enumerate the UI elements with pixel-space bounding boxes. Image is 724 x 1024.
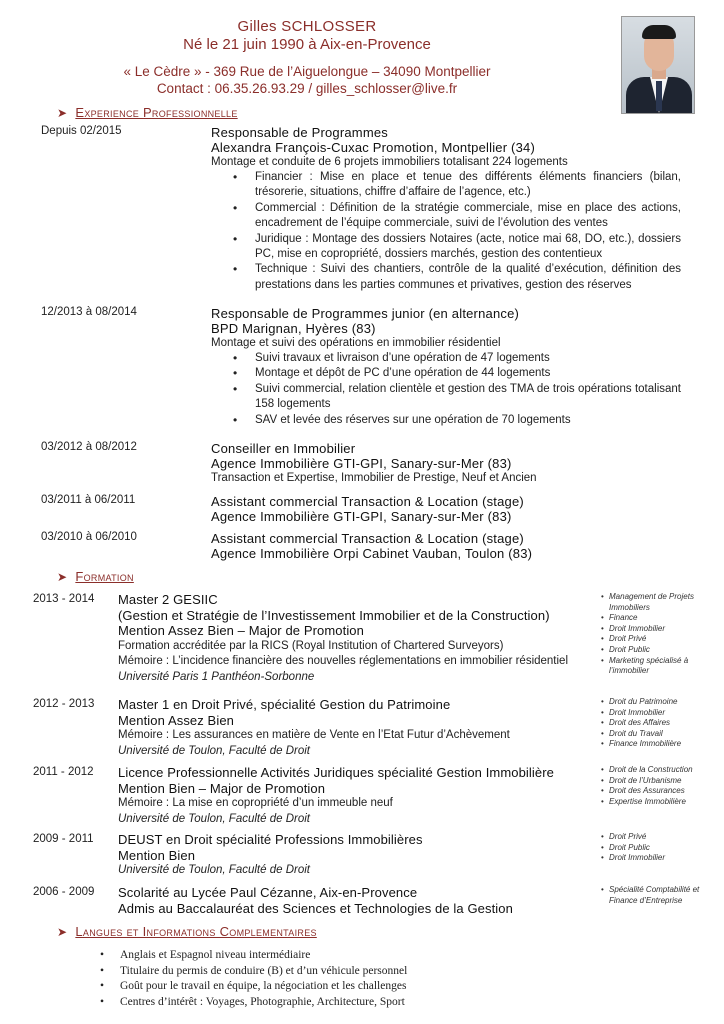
- contact-info: Contact : 06.35.26.93.29 / gilles_schlosser@live.fr: [156, 81, 458, 96]
- section-formation: [57, 569, 134, 584]
- photo-hair: [642, 25, 676, 39]
- formation-title: Scolarité au Lycée Paul Cézanne, Aix-en-Provence: [118, 885, 418, 900]
- experience-title: Responsable de Programmes junior (en alternance): [211, 306, 520, 321]
- formation-title: Licence Professionnelle Activités Juridiques spécialité Gestion Immobilière: [118, 765, 554, 780]
- experience-company: BPD Marignan, Hyères (83): [211, 321, 376, 336]
- formation-date: 2006 - 2009: [33, 886, 95, 898]
- arrowhead-icon: ➤: [57, 106, 68, 120]
- experience-date: 03/2010 à 06/2010: [41, 531, 137, 543]
- photo-tie: [656, 81, 662, 111]
- subject-item: • Droit Privé: [601, 832, 713, 843]
- formation-memoire: Mémoire : Les assurances en matière de Vente en l’Etat Futur d’Achèvement: [118, 729, 510, 741]
- formation-date: 2009 - 2011: [33, 833, 94, 845]
- subject-item: • Droit Public: [601, 843, 713, 854]
- languages-list: [100, 948, 407, 1010]
- formation-diploma: Admis au Baccalauréat des Sciences et Technologies de la Gestion: [118, 900, 513, 916]
- cv-header: [0, 18, 614, 97]
- formation-university: Université Paris 1 Panthéon-Sorbonne: [118, 670, 315, 683]
- bullet-item: • Montage et dépôt de PC d’une opération de 44 logements: [255, 366, 681, 381]
- experience-company: Agence Immobilière Orpi Cabinet Vauban, Toulon (83): [211, 546, 533, 561]
- formation-memoire: Mémoire : La mise en copropriété d’un immeuble neuf: [118, 797, 393, 809]
- bullet-item: • SAV et levée des réserves sur une opération de 70 logements: [255, 413, 681, 428]
- experience-desc: Montage et suivi des opérations en immobilier résidentiel: [211, 337, 501, 349]
- experience-company: Agence Immobilière GTI-GPI, Sanary-sur-Mer (83): [211, 509, 512, 524]
- experience-company: Agence Immobilière GTI-GPI, Sanary-sur-Mer (83): [211, 456, 512, 471]
- formation-title: Master 2 GESIIC: [118, 592, 218, 607]
- experience-title: Responsable de Programmes: [211, 125, 388, 140]
- experience-bullets: [211, 170, 681, 293]
- section-experience: [57, 105, 238, 120]
- formation-desc: Formation accréditée par la RICS (Royal Institution of Chartered Surveyors): [118, 639, 504, 652]
- formation-mention: Mention Assez Bien: [118, 712, 234, 728]
- formation-mention: Mention Bien: [118, 847, 196, 863]
- bullet-item: • Commercial : Définition de la stratégie commerciale, mise en place des actions, encadrement de l’équipe commerciale, suivi de l’évolution des ventes: [255, 201, 681, 232]
- experience-title: Assistant commercial Transaction & Location (stage): [211, 494, 524, 509]
- subject-item: • Droit du Travail: [601, 729, 713, 740]
- experience-title: Assistant commercial Transaction & Location (stage): [211, 531, 524, 546]
- subject-item: • Droit du Patrimoine: [601, 697, 713, 708]
- bullet-item: • Juridique : Montage des dossiers Notaires (acte, notice mai 68, DO, etc.), dossiers PC, mise en copropriété, dossiers marchés, gestion des contentieux: [255, 232, 681, 263]
- formation-university: Université de Toulon, Faculté de Droit: [118, 744, 310, 757]
- subject-item: • Droit de la Construction: [601, 765, 713, 776]
- experience-bullets: [211, 351, 681, 428]
- subject-item: • Marketing spécialisé à l’immobilier: [601, 656, 713, 677]
- subject-item: • Droit de l’Urbanisme: [601, 776, 713, 787]
- formation-title: Master 1 en Droit Privé, spécialité Gestion du Patrimoine: [118, 697, 451, 712]
- formation-memoire: Mémoire : L’incidence financière des nouvelles réglementations en immobilier résidentiel: [118, 655, 569, 667]
- subject-item: • Droit Privé: [601, 634, 713, 645]
- experience-company: Alexandra François-Cuxac Promotion, Montpellier (34): [211, 140, 535, 155]
- subject-item: • Management de Projets Immobiliers: [601, 592, 713, 613]
- info-item: • Goût pour le travail en équipe, la négociation et les challenges: [100, 979, 407, 995]
- formation-subjects: [601, 885, 713, 906]
- section-title: Experience Professionnelle: [75, 105, 238, 120]
- formation-subjects: [601, 832, 713, 864]
- formation-mention: Mention Bien – Major de Promotion: [118, 780, 326, 796]
- info-item: • Titulaire du permis de conduire (B) et d’un véhicule personnel: [100, 964, 407, 980]
- formation-date: 2011 - 2012: [33, 766, 94, 778]
- formation-title: DEUST en Droit spécialité Professions Immobilières: [118, 832, 423, 847]
- section-langues: [57, 924, 317, 939]
- bullet-item: • Suivi commercial, relation clientèle et gestion des TMA de trois opérations totalisant 158 logements: [255, 382, 681, 413]
- section-title: Formation: [75, 569, 134, 584]
- formation-university: Université de Toulon, Faculté de Droit: [118, 864, 310, 876]
- subject-item: • Droit Immobilier: [601, 853, 713, 864]
- arrowhead-icon: ➤: [57, 570, 68, 584]
- arrowhead-icon: ➤: [57, 925, 68, 939]
- experience-date: Depuis 02/2015: [41, 125, 122, 137]
- info-item: • Centres d’intérêt : Voyages, Photographie, Architecture, Sport: [100, 995, 407, 1011]
- experience-desc: Transaction et Expertise, Immobilier de Prestige, Neuf et Ancien: [211, 472, 537, 484]
- subject-item: • Spécialité Comptabilité et Finance d’Entreprise: [601, 885, 713, 906]
- formation-date: 2012 - 2013: [33, 698, 95, 710]
- experience-date: 03/2012 à 08/2012: [41, 441, 137, 453]
- candidate-name: Gilles SCHLOSSER: [237, 18, 377, 35]
- portrait-photo: [621, 16, 695, 114]
- subject-item: • Droit des Assurances: [601, 786, 713, 797]
- subject-item: • Droit Immobilier: [601, 708, 713, 719]
- birth-info: Né le 21 juin 1990 à Aix-en-Provence: [183, 36, 431, 53]
- postal-address: « Le Cèdre » - 369 Rue de l’Aiguelongue – 34090 Montpellier: [123, 64, 491, 79]
- experience-date: 12/2013 à 08/2014: [41, 306, 137, 318]
- formation-subjects: [601, 697, 713, 750]
- subject-item: • Finance: [601, 613, 713, 624]
- section-title: Langues et Informations Complementaires: [75, 924, 317, 939]
- experience-desc: Montage et conduite de 6 projets immobiliers totalisant 224 logements: [211, 156, 568, 168]
- formation-mention: Mention Assez Bien – Major de Promotion: [118, 623, 364, 638]
- experience-date: 03/2011 à 06/2011: [41, 494, 136, 506]
- bullet-item: • Suivi travaux et livraison d’une opération de 47 logements: [255, 351, 681, 366]
- subject-item: • Droit Immobilier: [601, 624, 713, 635]
- formation-subjects: [601, 592, 713, 677]
- info-item: • Anglais et Espagnol niveau intermédiaire: [100, 948, 407, 964]
- experience-title: Conseiller en Immobilier: [211, 441, 356, 456]
- bullet-item: • Technique : Suivi des chantiers, contrôle de la qualité d’exécution, définition des prestations dans les parties communes et privatives, gestion des réserves: [255, 262, 681, 293]
- subject-item: • Expertise Immobilière: [601, 797, 713, 808]
- subject-item: • Droit des Affaires: [601, 718, 713, 729]
- formation-date: 2013 - 2014: [33, 593, 95, 605]
- formation-subjects: [601, 765, 713, 807]
- subject-item: • Finance Immobilière: [601, 739, 713, 750]
- subject-item: • Droit Public: [601, 645, 713, 656]
- formation-university: Université de Toulon, Faculté de Droit: [118, 812, 310, 825]
- bullet-item: • Financier : Mise en place et tenue des différents éléments financiers (bilan, trésorerie, situations, chiffre d’affaire de l’agence, etc.): [255, 170, 681, 201]
- formation-title: (Gestion et Stratégie de l’Investissement Immobilier et de la Construction): [118, 607, 550, 623]
